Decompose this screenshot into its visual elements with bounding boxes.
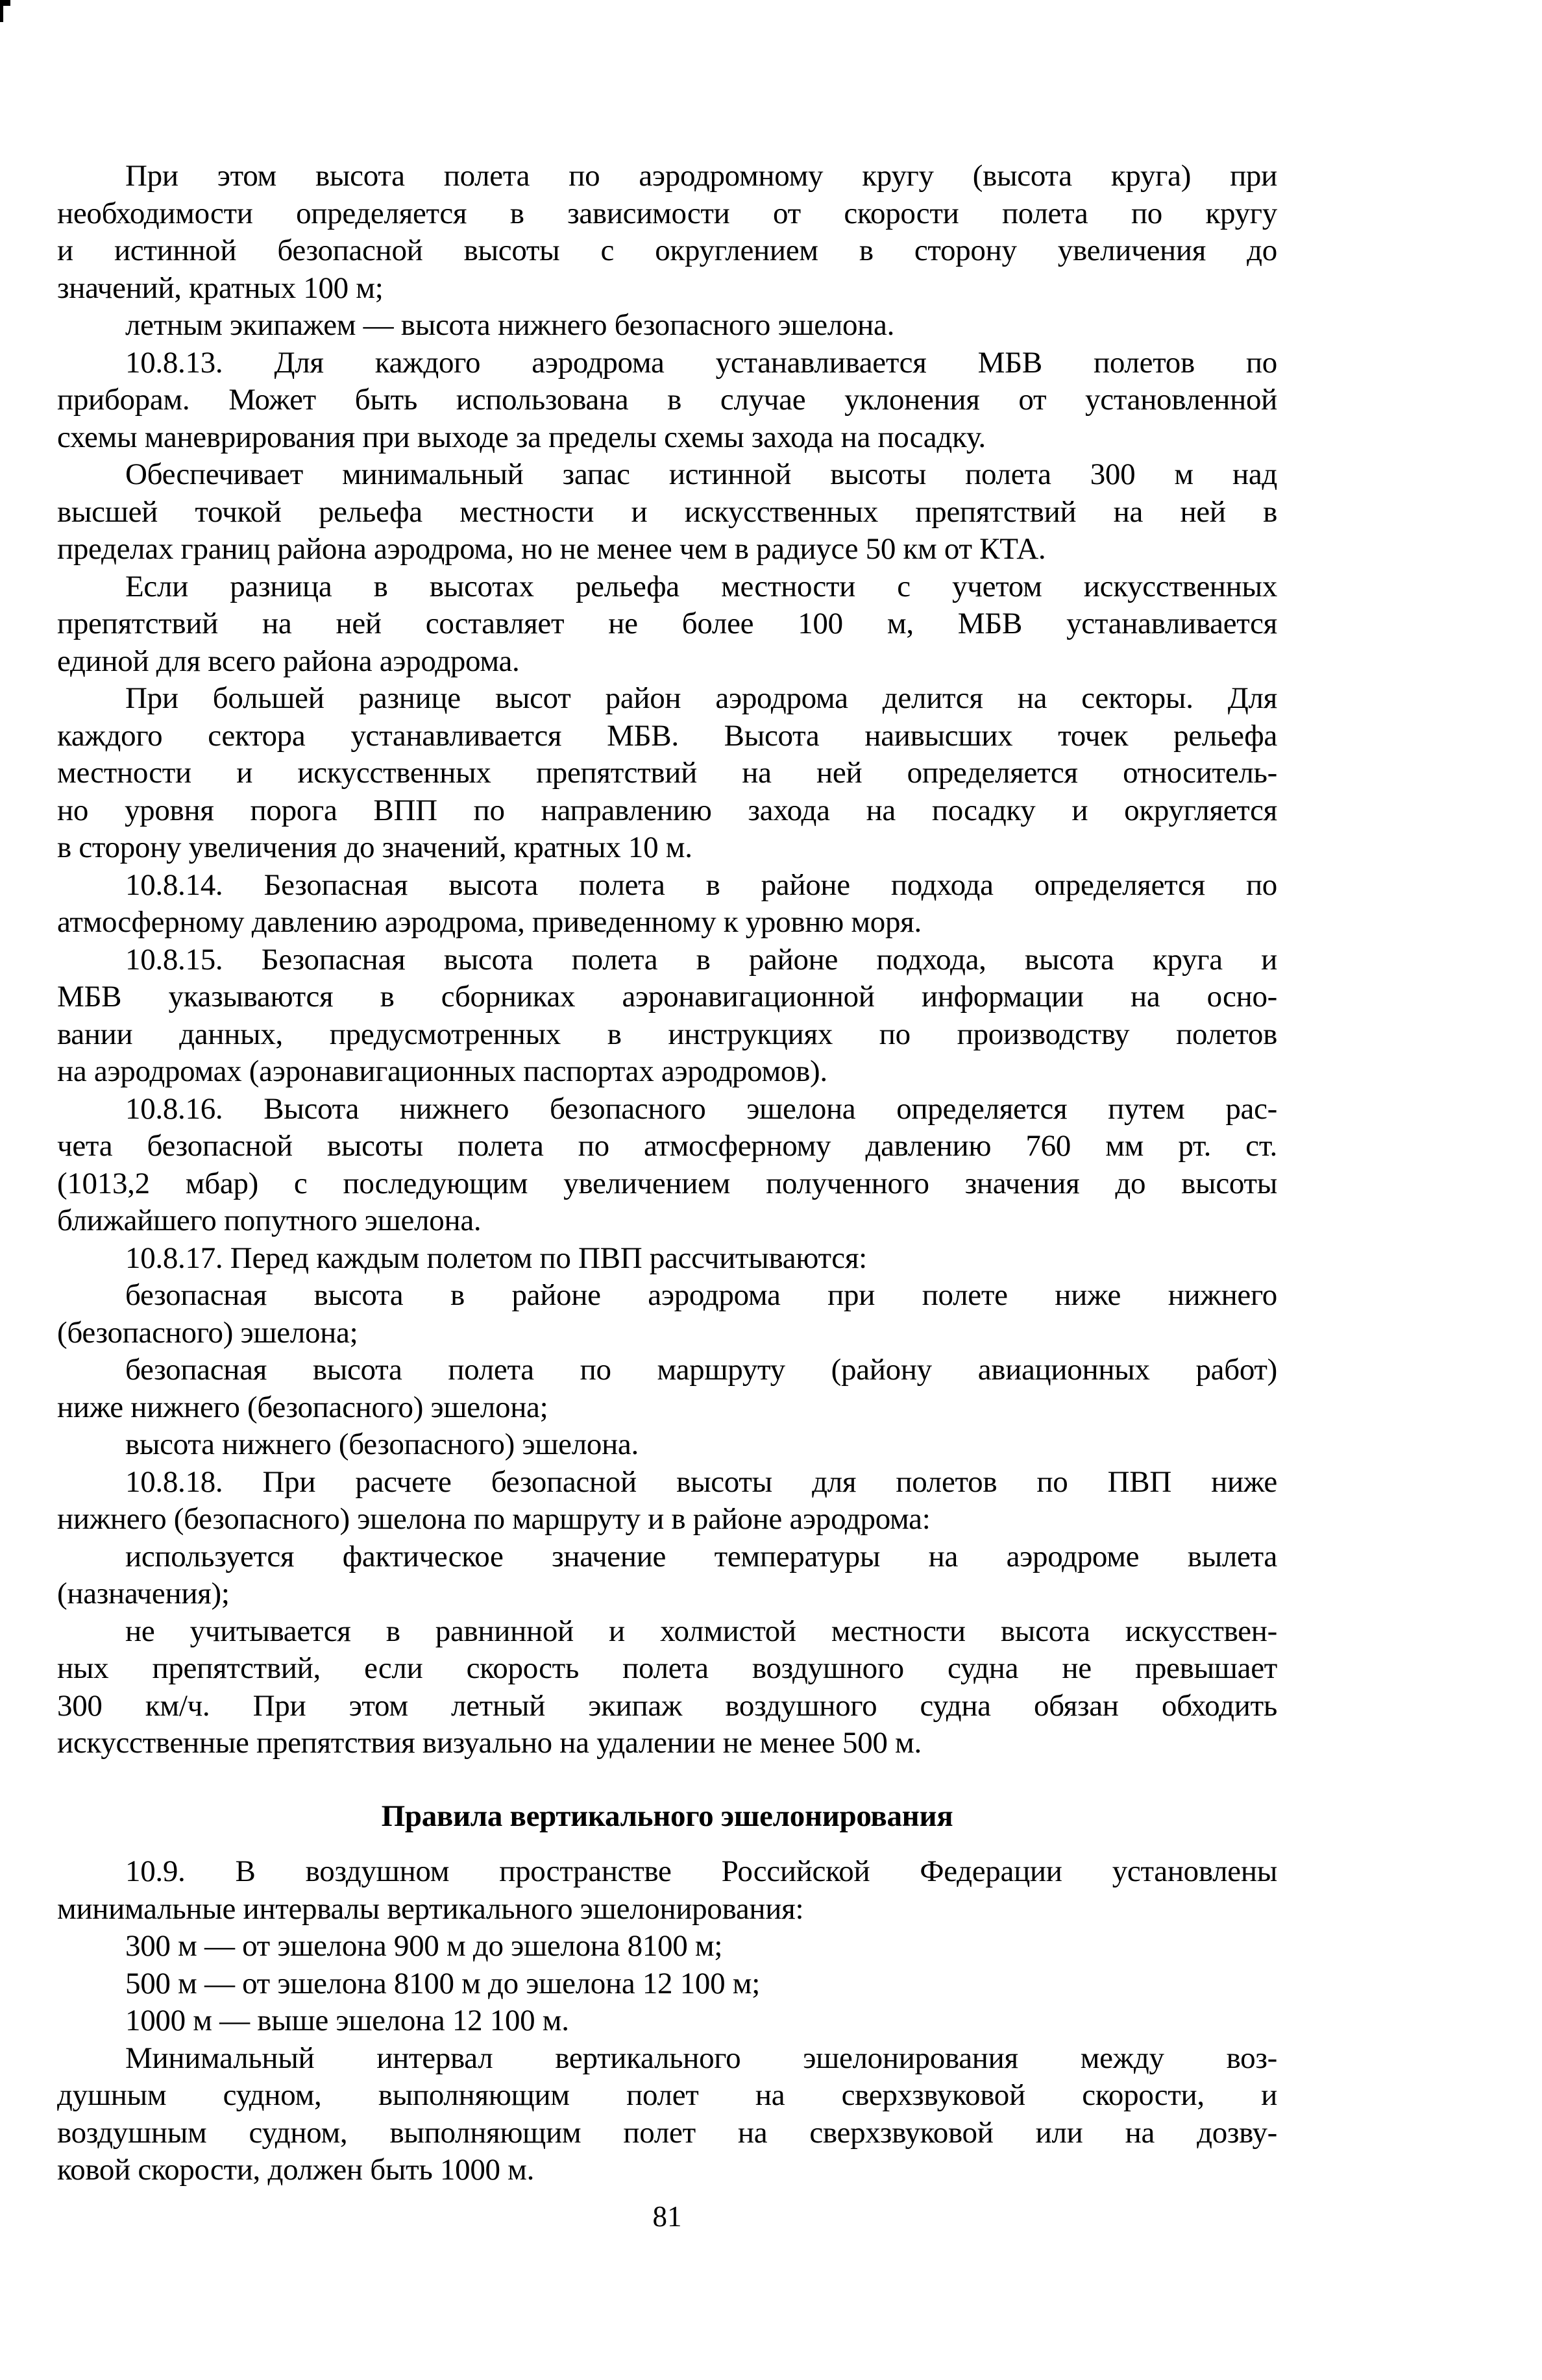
text-line: Минимальный интервал вертикального эшелонирования между воз- bbox=[125, 2041, 1277, 2075]
text-line: нижнего (безопасного) эшелона по маршруту и в районе аэродрома: bbox=[57, 1502, 931, 1536]
text-line: воздушным судном, выполняющим полет на сверхзвуковой или на дозву- bbox=[57, 2115, 1277, 2150]
text-line: 10.8.15. Безопасная высота полета в районе подхода, высота круга и bbox=[125, 942, 1277, 977]
text-line: значений, кратных 100 м; bbox=[57, 271, 384, 305]
text-line: 300 м — от эшелона 900 м до эшелона 8100 м; bbox=[125, 1929, 723, 1963]
text-line: местности и искусственных препятствий на ней определяется относитель- bbox=[57, 756, 1277, 790]
text-line: безопасная высота полета по маршруту (району авиационных работ) bbox=[125, 1353, 1277, 1387]
text-line: ных препятствий, если скорость полета воздушного судна не превышает bbox=[57, 1651, 1277, 1685]
text-line: на аэродромах (аэронавигационных паспортах аэродромов). bbox=[57, 1054, 827, 1088]
text-line: пределах границ района аэродрома, но не менее чем в радиусе 50 км от КТА. bbox=[57, 532, 1046, 566]
text-line: высшей точкой рельефа местности и искусственных препятствий на ней в bbox=[57, 494, 1277, 529]
text-line: чета безопасной высоты полета по атмосферному давлению 760 мм рт. ст. bbox=[57, 1129, 1277, 1163]
text-line: 1000 м — выше эшелона 12 100 м. bbox=[125, 2004, 569, 2037]
text-line: не учитывается в равнинной и холмистой местности высота искусствен- bbox=[125, 1614, 1277, 1648]
text-line: При этом высота полета по аэродромному кругу (высота круга) при bbox=[125, 159, 1277, 193]
text-line: 10.9. В воздушном пространстве Российской Федерации установлены bbox=[125, 1854, 1277, 1888]
text-line: препятствий на ней составляет не более 100 м, МБВ устанавливается bbox=[57, 607, 1277, 640]
text-line: 500 м — от эшелона 8100 м до эшелона 12 100 м; bbox=[125, 1966, 760, 2000]
text-line: МБВ указываются в сборниках аэронавигационной информации на осно- bbox=[57, 980, 1277, 1014]
text-line: Если разница в высотах рельефа местности с учетом искусственных bbox=[125, 569, 1277, 603]
text-line: ниже нижнего (безопасного) эшелона; bbox=[57, 1390, 548, 1424]
text-line: летным экипажем — высота нижнего безопасного эшелона. bbox=[125, 308, 895, 342]
text-line: используется фактическое значение температуры на аэродроме вылета bbox=[125, 1539, 1277, 1573]
text-line: безопасная высота в районе аэродрома при полете ниже нижнего bbox=[125, 1278, 1277, 1312]
text-line: высота нижнего (безопасного) эшелона. bbox=[125, 1427, 639, 1461]
text-line: (безопасного) эшелона; bbox=[57, 1315, 358, 1350]
text-line: Обеспечивает минимальный запас истинной высоты полета 300 м над bbox=[125, 457, 1277, 491]
text-line: душным судном, выполняющим полет на сверхзвуковой скорости, и bbox=[57, 2078, 1277, 2112]
page-number: 81 bbox=[652, 2200, 682, 2233]
text-line: атмосферному давлению аэродрома, приведенному к уровню моря. bbox=[57, 905, 922, 939]
section-heading: Правила вертикального эшелонирования bbox=[381, 1799, 953, 1833]
text-line: в сторону увеличения до значений, кратных 10 м. bbox=[57, 831, 692, 864]
text-line: вании данных, предусмотренных в инструкциях по производству полетов bbox=[57, 1017, 1277, 1051]
text-line: (1013,2 мбар) с последующим увеличением полученного значения до высоты bbox=[57, 1166, 1277, 1200]
text-line: каждого сектора устанавливается МБВ. Высота наивысших точек рельефа bbox=[57, 718, 1277, 753]
text-line: необходимости определяется в зависимости от скорости полета по кругу bbox=[57, 196, 1277, 230]
text-line: 10.8.18. При расчете безопасной высоты для полетов по ПВП ниже bbox=[125, 1464, 1277, 1499]
text-line: и истинной безопасной высоты с округлением в сторону увеличения до bbox=[57, 234, 1277, 267]
text-line: 10.8.13. Для каждого аэродрома устанавливается МБВ полетов по bbox=[125, 345, 1277, 380]
scan-artifact bbox=[0, 5, 3, 22]
text-line: 10.8.14. Безопасная высота полета в районе подхода определяется по bbox=[125, 868, 1277, 902]
text-line: но уровня порога ВПП по направлению захода на посадку и округляется bbox=[57, 793, 1277, 827]
text-line: 10.8.17. Перед каждым полетом по ПВП рассчитываются: bbox=[125, 1241, 867, 1275]
text-line: ковой скорости, должен быть 1000 м. bbox=[57, 2153, 535, 2187]
text-line: (назначения); bbox=[57, 1577, 230, 1610]
text-line: схемы маневрирования при выходе за пределы схемы захода на посадку. bbox=[57, 420, 986, 454]
text-line: 300 км/ч. При этом летный экипаж воздушного судна обязан обходить bbox=[57, 1688, 1277, 1723]
text-line: искусственные препятствия визуально на удалении не менее 500 м. bbox=[57, 1726, 922, 1760]
text-line: ближайшего попутного эшелона. bbox=[57, 1204, 482, 1237]
text-line: При большей разнице высот район аэродрома делится на секторы. Для bbox=[125, 681, 1277, 715]
text-line: минимальные интервалы вертикального эшелонирования: bbox=[57, 1891, 804, 1926]
text-line: 10.8.16. Высота нижнего безопасного эшелона определяется путем рас- bbox=[125, 1091, 1277, 1126]
text-line: приборам. Может быть использована в случае уклонения от установленной bbox=[57, 383, 1277, 417]
text-column bbox=[57, 158, 1277, 2235]
text-line: единой для всего района аэродрома. bbox=[57, 644, 520, 678]
